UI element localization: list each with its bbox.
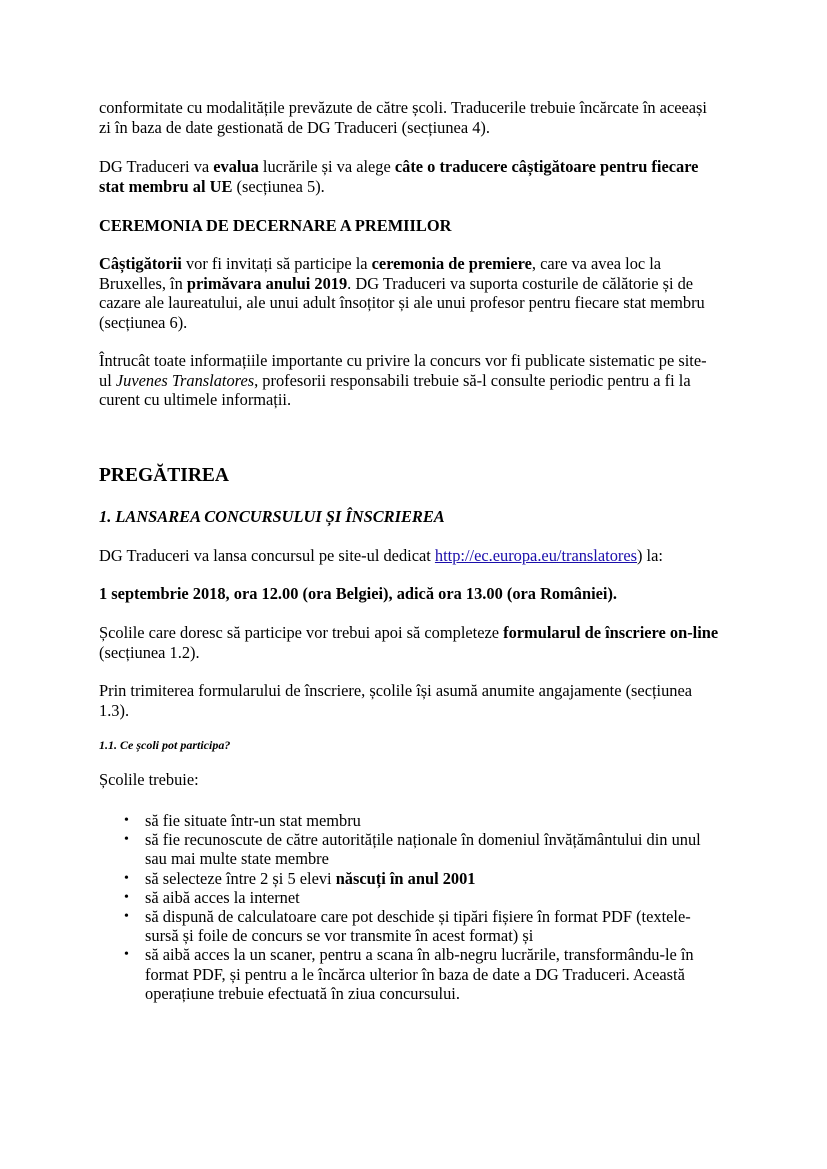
text-line — [99, 371, 735, 391]
text-run: ul — [99, 370, 116, 390]
text-run: ) la: — [637, 546, 663, 565]
text-line: să fie recunoscute de către autoritățile naționale în domeniul învățământului din unul — [145, 830, 701, 850]
text-line: zi în baza de date gestionată de DG Traduceri (secțiunea 4). — [99, 117, 490, 137]
text-line — [99, 177, 735, 197]
text-line — [99, 546, 735, 566]
text-line: cazare ale laureatului, ale unui adult însoțitor și ale unui profesor pentru fiecare stat membru — [99, 293, 705, 312]
text-run: DG Traduceri va lansa concursul pe site-ul dedicat — [99, 546, 435, 565]
bold-castigatorii: Câștigătorii — [99, 254, 182, 273]
text-run: (secțiunea 5). — [232, 176, 325, 196]
list-item — [99, 888, 739, 907]
text-line: 1.3). — [99, 700, 130, 720]
text-line: curent cu ultimele informații. — [99, 390, 292, 409]
heading-lansarea: 1. LANSAREA CONCURSULUI ȘI ÎNSCRIEREA — [99, 507, 445, 526]
requirements-list — [99, 811, 739, 1003]
paragraph-traduceri-upload — [99, 98, 735, 137]
text-line — [145, 869, 739, 888]
text-line: Prin trimiterea formularului de înscriere, școlile își asumă anumite angajamente (secțiunea — [99, 681, 693, 700]
text-run: DG Traduceri va — [99, 157, 214, 176]
heading-pregatirea: PREGĂTIREA — [99, 465, 230, 486]
text-line: să fie situate într-un stat membru — [145, 811, 361, 830]
text-run: , profesorii responsabili trebuie să-l consulte periodic pentru a fi la — [254, 370, 691, 390]
bullet-icon: • — [124, 947, 129, 963]
text-line — [99, 623, 735, 643]
bullet-icon: • — [124, 870, 129, 886]
paragraph-scolile-trebuie: Școlile trebuie: — [99, 770, 199, 789]
bold-castigatoare: câte o traducere câștigătoare pentru fiecare — [394, 157, 699, 176]
text-line: conformitate cu modalitățile prevăzute de către școli. Traducerile trebuie încărcate în aceeași — [99, 98, 707, 117]
bold-formular: formularul de înscriere on-line — [503, 623, 719, 642]
bullet-icon: • — [124, 832, 129, 848]
text-line: Întrucât toate informațiile importante cu privire la concurs vor fi publicate sistematic pe site- — [99, 351, 707, 370]
text-run: . DG Traduceri va suporta costurile de călătorie și de — [347, 273, 694, 293]
paragraph-formular — [99, 623, 735, 662]
text-line: să dispună de calculatoare care pot deschide și tipări fișiere în format PDF (textele- — [145, 907, 691, 927]
list-item — [99, 869, 739, 888]
text-line — [99, 274, 735, 294]
italic-juvenes: Juvenes Translatores — [115, 370, 255, 390]
list-item — [99, 830, 739, 868]
text-line: să aibă acces la un scaner, pentru a scana în alb-negru lucrările, transformându-le în — [145, 945, 694, 965]
bold-ceremonia: ceremonia de premiere — [371, 254, 532, 273]
text-line: (secțiunea 1.2). — [99, 642, 200, 662]
paragraph-angajamente — [99, 681, 735, 720]
paragraph-evaluare — [99, 157, 735, 196]
text-run: să selecteze între 2 și 5 elevi — [145, 868, 336, 888]
text-run: lucrările și va alege — [258, 157, 395, 176]
text-run: , care va avea loc la — [531, 254, 662, 273]
text-line: operațiune trebuie efectuată în ziua concursului. — [145, 983, 460, 1003]
heading-ceremonia — [99, 216, 735, 236]
text-run: vor fi invitați să participe la — [181, 254, 372, 273]
text-line: sursă și foile de concurs se vor transmite în acest format) și — [145, 926, 534, 946]
list-item — [99, 945, 739, 1003]
bullet-icon: • — [124, 909, 129, 925]
bold-primavara: primăvara anului 2019 — [186, 273, 348, 293]
text-line: format PDF, și pentru a le încărca ulterior în baza de date a DG Traduceri. Această — [145, 964, 685, 984]
translatores-link[interactable]: http://ec.europa.eu/translatores — [434, 546, 637, 565]
bold-stat-membru: stat membru al UE — [99, 176, 233, 196]
paragraph-lansare — [99, 546, 735, 566]
bold-nascuti: născuți în anul 2001 — [335, 868, 476, 888]
bullet-icon: • — [124, 813, 129, 828]
paragraph-data-lansare — [99, 584, 735, 604]
text-line: sau mai multe state membre — [145, 849, 329, 869]
heading-ceremonia-text: CEREMONIA DE DECERNARE A PREMIILOR — [99, 216, 452, 235]
text-line: să aibă acces la internet — [145, 887, 300, 907]
text-line: (secțiunea 6). — [99, 312, 188, 332]
paragraph-castigatori — [99, 254, 735, 332]
heading-scoli-participa: 1.1. Ce școli pot participa? — [99, 738, 231, 752]
paragraph-informatii — [99, 351, 735, 410]
text-run: Bruxelles, în — [99, 273, 187, 293]
bold-date: 1 septembrie 2018, ora 12.00 (ora Belgiei), adică ora 13.00 (ora României). — [99, 584, 618, 603]
text-line — [99, 254, 735, 274]
text-line — [99, 157, 735, 177]
bold-evalua: evalua — [213, 157, 259, 176]
list-item — [99, 907, 739, 945]
text-run: Școlile care doresc să participe vor trebui apoi să completeze — [99, 623, 504, 642]
list-item — [99, 811, 739, 830]
bullet-icon: • — [124, 889, 129, 905]
